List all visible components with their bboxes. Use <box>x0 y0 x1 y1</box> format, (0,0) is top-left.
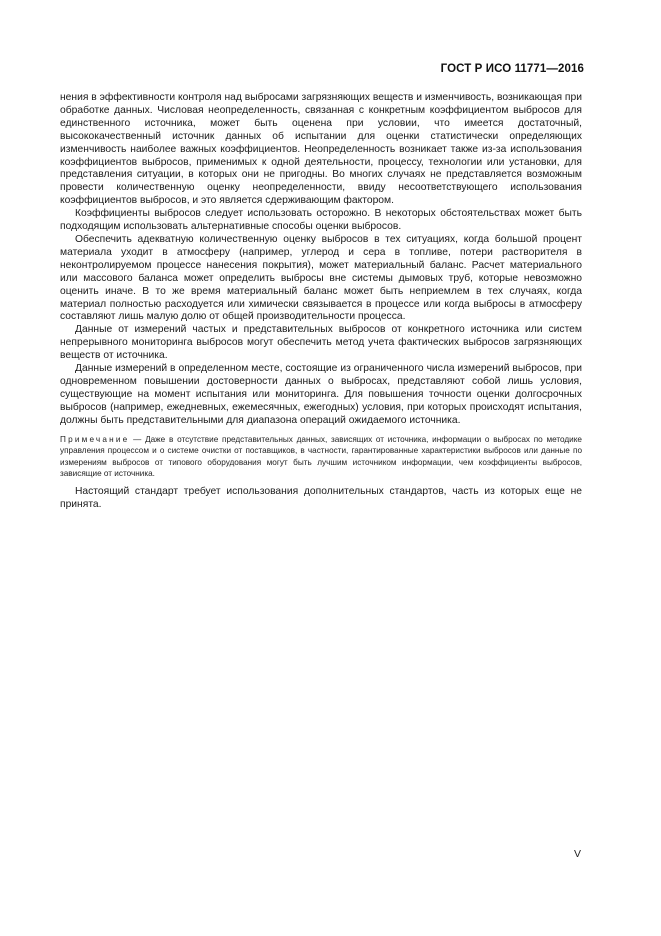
note-text: — Даже в отсутствие представительных данных, зависящих от источника, информации о выбросах по методике управления процессом и о системе очистки от поставщиков, в частности, гарантированные характеристики выбросов или данные по измерениям выбросов от типового оборудования могут быть лучшим источником информации, чем коэффициенты выбросов, зависящие от источника. <box>60 434 582 479</box>
paragraph-emission-factors-caution: Коэффициенты выбросов следует использовать осторожно. В некоторых обстоятельствах может быть подходящим использовать альтернативные способы оценки выбросов. <box>60 208 582 233</box>
page-content <box>60 92 582 512</box>
page-number: V <box>573 848 581 860</box>
document-header-id: ГОСТ Р ИСО 11771—2016 <box>440 63 584 75</box>
note-paragraph <box>60 434 582 480</box>
paragraph-material-balance: Обеспечить адекватную количественную оценку выбросов в тех ситуациях, когда большой процент материала уходит в атмосферу (например, углерод и сера в топливе, потери растворителя в неконтролируемом процессе нанесения покрытия), может материальный баланс. Расчет материального или массового баланса может определить выбросы вне системы дымовых труб, которые невозможно оценить иначе. В то же время материальный баланс может быть неприемлем в тех случаях, когда материал полностью расходуется или химически связывается в процессе или когда выбросы в атмосферу составляют лишь малую долю от общей производительности процесса. <box>60 233 582 323</box>
paragraph-continuation: нения в эффективности контроля над выбросами загрязняющих веществ и изменчивость, возникающая при обработке данных. Числовая неопределенность, связанная с конкретным коэффициентом выбросов для единственного источника, может быть оценена при условии, что имеется достаточный, высококачественный источник данных об испытании для оценки статистически определяющих изменчивость наиболее важных коэффициентов. Неопределенность возникает также из-за использования коэффициентов выбросов, применимых к одной деятельности, процессу, технологии или установки, для представления ситуации, в которых они не пригодны. Во многих случаях не представляется возможным провести количественную оценку неопределенности, ввиду несоответствующего использования коэффициентов выбросов, и это является сдерживающим фактором. <box>60 92 582 207</box>
paragraph-site-measurements: Данные измерений в определенном месте, состоящие из ограниченного числа измерений выбросов, при одновременном повышении достоверности данных о выбросах, представляют собой лишь условия, существующие на момент испытания или мониторинга. Для повышения точности оценки долгосрочных выбросов (например, ежедневных, ежемесячных, ежегодных) условия, при которых происходят испытания, должны быть представительными для диапазона операций ожидаемого источника. <box>60 363 582 426</box>
note-label: Примечание <box>60 434 130 444</box>
paragraph-continuous-monitoring: Данные от измерений частых и представительных выбросов от конкретного источника или систем непрерывного мониторинга выбросов могут обеспечить метод учета фактических выбросов загрязняющих веществ от источника. <box>60 324 582 362</box>
paragraph-additional-standards: Настоящий стандарт требует использования дополнительных стандартов, часть из которых еще не принята. <box>60 485 582 510</box>
